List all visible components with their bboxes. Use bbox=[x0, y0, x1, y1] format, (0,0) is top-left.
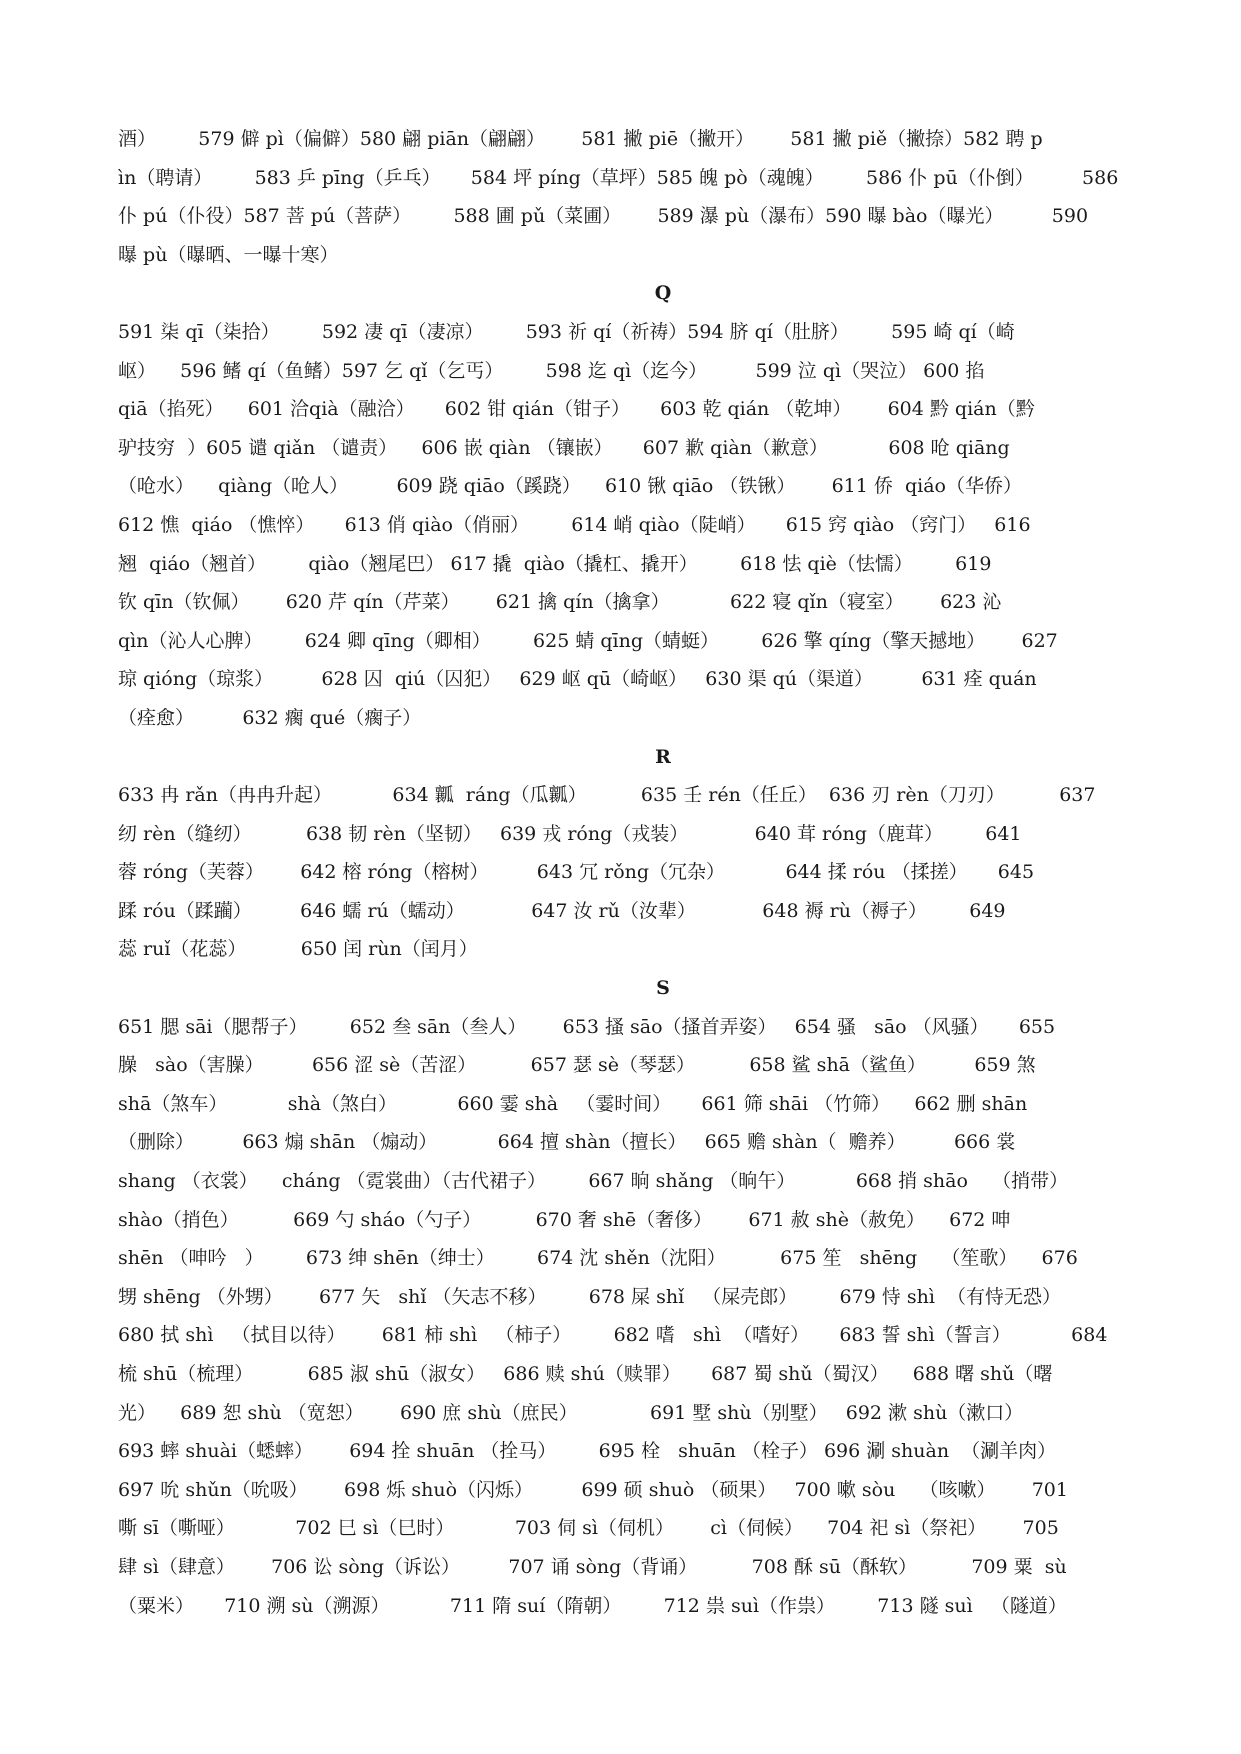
text-line: 仆 pú（仆役）587 菩 pú（菩萨） 588 圃 pǔ（菜圃） 589 瀑 pù（瀑布）590 曝 bào（曝光） 590 bbox=[118, 205, 1089, 228]
text-line: 651 腮 sāi（腮帮子） 652 叁 sān（叁人） 653 搔 sāo（搔首弄姿） 654 骚 sāo （风骚） 655 bbox=[118, 1015, 1056, 1038]
text-line: qìn（沁人心脾） 624 卿 qīng（卿相） 625 蜻 qīng（蜻蜓） 626 擎 qíng（擎天撼地） 627 bbox=[118, 629, 1058, 652]
text-line: 蕊 ruǐ（花蕊） 650 闰 rùn（闰月） bbox=[118, 938, 478, 961]
text-line: 翘 qiáo（翘首） qiào（翘尾巴） 617 撬 qiào（撬杠、撬开） 618 怯 qiè（怯懦） 619 bbox=[118, 552, 992, 575]
section-heading: R bbox=[655, 745, 671, 768]
document-body bbox=[118, 120, 1208, 1625]
text-line: 甥 shēng （外甥） 677 矢 shǐ （矢志不移） 678 屎 shǐ （屎壳郎） 679 恃 shì （有恃无恐） bbox=[118, 1285, 1062, 1308]
section-heading: Q bbox=[654, 282, 672, 305]
text-line: 臊 sào（害臊） 656 涩 sè（苦涩） 657 瑟 sè（琴瑟） 658 鲨 shā（鲨鱼） 659 煞 bbox=[118, 1054, 1036, 1077]
text-line: qiā（掐死） 601 洽qià（融洽） 602 钳 qián（钳子） 603 乾 qián （乾坤） 604 黔 qián（黔 bbox=[118, 398, 1035, 421]
text-line: shā（煞车） shà（煞白） 660 霎 shà （霎时间） 661 筛 shāi （竹筛） 662 删 shān bbox=[118, 1092, 1028, 1115]
text-line: （呛水） qiàng（呛人） 609 跷 qiāo（蹊跷） 610 锹 qiāo （铁锹） 611 侨 qiáo（华侨） bbox=[118, 475, 1022, 498]
text-line: ìn（聘请） 583 乒 pīng（乒乓） 584 坪 píng（草坪）585 魄 pò（魂魄） 586 仆 pū（仆倒） 586 bbox=[118, 166, 1119, 189]
text-line: 嘶 sī（嘶哑） 702 巳 sì（巳时） 703 伺 sì（伺机） cì（伺候） 704 祀 sì（祭祀） 705 bbox=[118, 1517, 1059, 1540]
text-line: 纫 rèn（缝纫） 638 韧 rèn（坚韧） 639 戎 róng（戎装） 640 茸 róng（鹿茸） 641 bbox=[118, 822, 1022, 845]
text-line: shào（捎色） 669 勺 sháo（勺子） 670 奢 shē（奢侈） 671 赦 shè（赦免） 672 呻 bbox=[118, 1208, 1011, 1231]
text-line: 蓉 róng（芙蓉） 642 榕 róng（榕树） 643 冗 rǒng（冗杂） 644 揉 róu （揉搓） 645 bbox=[118, 861, 1035, 884]
text-line: 驴技穷 ）605 谴 qiǎn （谴责） 606 嵌 qiàn （镶嵌） 607 歉 qiàn（歉意） 608 呛 qiāng bbox=[118, 436, 1010, 459]
text-line: 591 柒 qī（柒拾） 592 凄 qī（凄凉） 593 祈 qí（祈祷）594 脐 qí（肚脐） 595 崎 qí（崎 bbox=[118, 320, 1015, 343]
text-line: 梳 shū（梳理） 685 淑 shū（淑女） 686 赎 shú（赎罪） 687 蜀 shǔ（蜀汉） 688 曙 shǔ（曙 bbox=[118, 1363, 1053, 1385]
text-line: （痊愈） 632 瘸 qué（瘸子） bbox=[118, 706, 422, 729]
text-line: 697 吮 shǔn（吮吸） 698 烁 shuò（闪烁） 699 硕 shuò （硕果） 700 嗽 sòu （咳嗽） 701 bbox=[118, 1478, 1068, 1501]
text-line: 岖） 596 鳍 qí（鱼鳍）597 乞 qǐ（乞丐） 598 迄 qì（迄今） 599 泣 qì（哭泣） 600 掐 bbox=[118, 359, 985, 382]
text-line: 酒） 579 僻 pì（偏僻）580 翩 piān（翩翩） 581 撇 piē（撇开） 581 撇 piě（撇捺）582 聘 p bbox=[118, 128, 1043, 150]
text-line: 633 冉 rǎn（冉冉升起） 634 瓤 ráng（瓜瓤） 635 壬 rén（任丘） 636 刃 rèn（刀刃） 637 bbox=[118, 784, 1096, 807]
text-line: 693 蟀 shuài（蟋蟀） 694 拴 shuān （拴马） 695 栓 shuān （栓子） 696 涮 shuàn （涮羊肉） bbox=[118, 1440, 1057, 1463]
text-line: 612 憔 qiáo （憔悴） 613 俏 qiào（俏丽） 614 峭 qiào（陡峭） 615 窍 qiào （窍门） 616 bbox=[118, 513, 1031, 536]
text-line: 肆 sì（肆意） 706 讼 sòng（诉讼） 707 诵 sòng（背诵） 708 酥 sū（酥软） 709 粟 sù bbox=[118, 1555, 1067, 1578]
text-line: shēn （呻吟 ） 673 绅 shēn（绅士） 674 沈 shěn（沈阳） 675 笙 shēng （笙歌） 676 bbox=[118, 1247, 1078, 1270]
text-line: 钦 qīn（钦佩） 620 芹 qín（芹菜） 621 擒 qín（擒拿） 622 寝 qǐn（寝室） 623 沁 bbox=[118, 591, 1002, 614]
text-line: （粟米） 710 溯 sù（溯源） 711 隋 suí（隋朝） 712 祟 suì（作祟） 713 隧 suì （隧道） bbox=[118, 1594, 1067, 1617]
text-line: 680 拭 shì （拭目以待） 681 柿 shì （柿子） 682 嗜 shì （嗜好） 683 誓 shì（誓言） 684 bbox=[118, 1324, 1108, 1347]
text-line: （删除） 663 煽 shān （煽动） 664 擅 shàn（擅长） 665 赡 shàn（ 赡养） 666 裳 bbox=[118, 1131, 1016, 1154]
section-heading: S bbox=[656, 977, 670, 1000]
text-line: 蹂 róu（蹂躏） 646 蠕 rú（蠕动） 647 汝 rǔ（汝辈） 648 褥 rù（褥子） 649 bbox=[118, 899, 1006, 922]
text-line: 光） 689 恕 shù （宽恕） 690 庶 shù（庶民） 691 墅 shù（别墅） 692 漱 shù（漱口） bbox=[118, 1401, 1024, 1424]
text-line: shang （衣裳） cháng （霓裳曲）（古代裙子） 667 晌 shǎng （晌午） 668 捎 shāo （捎带） bbox=[118, 1170, 1069, 1193]
text-line: 曝 pù（曝晒、一曝十寒） bbox=[118, 243, 339, 266]
text-line: 琼 qióng（琼浆） 628 囚 qiú（囚犯） 629 岖 qū（崎岖） 630 渠 qú（渠道） 631 痊 quán bbox=[118, 668, 1037, 691]
